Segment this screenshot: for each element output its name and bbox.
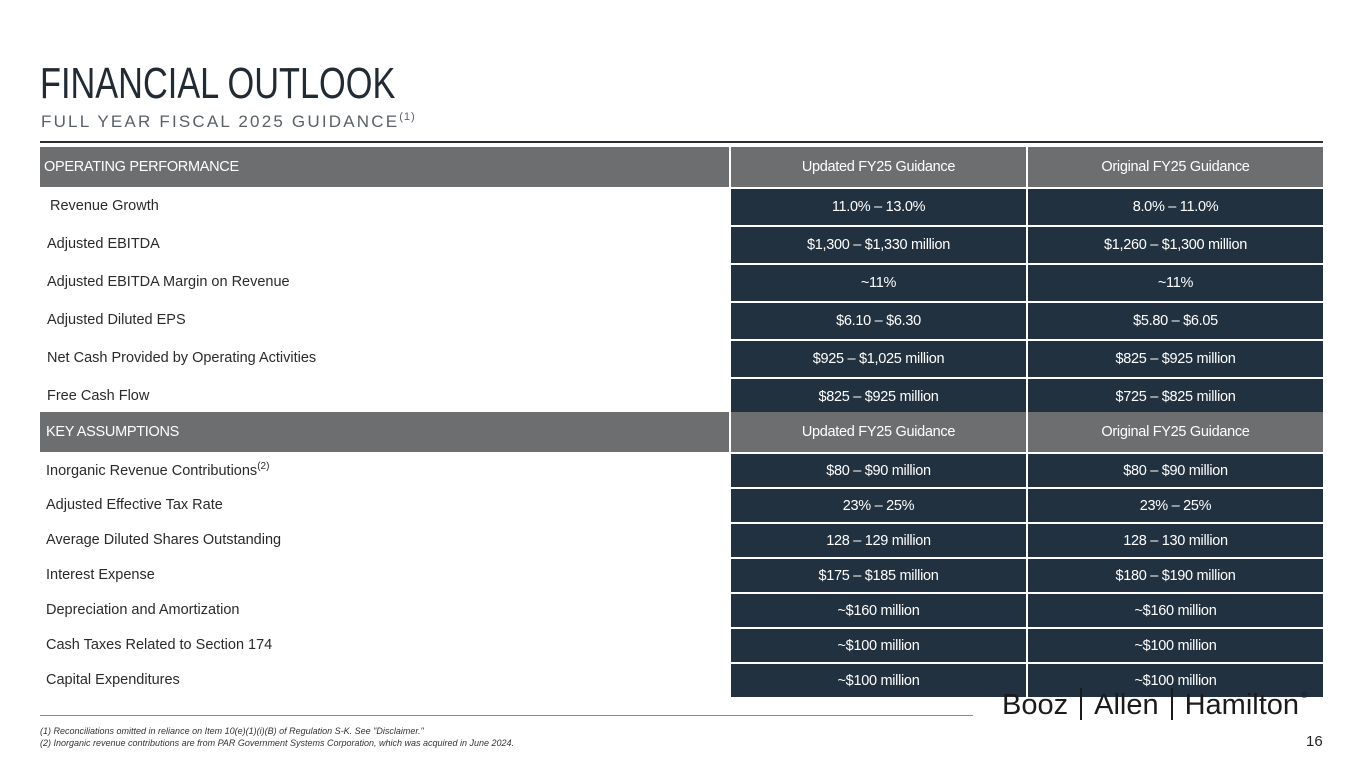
row-label: Interest Expense [46,566,155,583]
original-value: ~11% [1026,263,1323,301]
row-label: Cash Taxes Related to Section 174 [46,636,273,653]
table-row [40,377,1323,415]
logo-divider [1171,688,1173,720]
table-header-row [40,147,1323,187]
footnote-1: (1) Reconciliations omitted in reliance on Item 10(e)(1)(i)(B) of Regulation S-K. See "Disclaimer." [40,726,424,736]
original-value: $5.80 – $6.05 [1026,301,1323,339]
logo-word-hamilton: Hamilton [1184,689,1300,721]
table-row [40,301,1323,339]
original-value: ~$100 million [1026,662,1323,697]
table-row [40,225,1323,263]
booz-allen-hamilton-logo [1002,688,1308,722]
original-value: 8.0% – 11.0% [1026,187,1323,225]
header-cell-section: KEY ASSUMPTIONS [40,412,729,452]
table-row [40,627,1323,662]
table-row [40,592,1323,627]
header-cell-section: OPERATING PERFORMANCE [40,147,729,187]
updated-value: $925 – $1,025 million [729,339,1026,377]
row-label: Net Cash Provided by Operating Activities [47,350,317,366]
original-value: $1,260 – $1,300 million [1026,225,1323,263]
footnote-divider [40,715,973,716]
footnotes [40,725,514,749]
row-label-text: Inorganic Revenue Contributions [46,462,258,479]
row-label [40,452,729,487]
updated-value: 128 – 129 million [729,522,1026,557]
updated-value: $6.10 – $6.30 [729,301,1026,339]
original-value: ~$160 million [1026,592,1323,627]
updated-value: 23% – 25% [729,487,1026,522]
table-row [40,187,1323,225]
row-label: Adjusted Effective Tax Rate [46,496,223,513]
row-label: Revenue Growth [50,198,159,214]
updated-value: $80 – $90 million [729,452,1026,487]
row-label: Average Diluted Shares Outstanding [46,531,282,548]
original-value: 128 – 130 million [1026,522,1323,557]
row-footnote-ref: (2) [257,460,270,472]
registered-mark: ® [1301,690,1308,700]
table-header-row [40,412,1323,452]
original-value: $825 – $925 million [1026,339,1323,377]
subtitle-footnote-ref: (1) [399,111,416,123]
header-cell-original: Original FY25 Guidance [1026,147,1323,187]
table-row [40,452,1323,487]
row-label: Adjusted EBITDA [47,236,160,252]
row-label: Free Cash Flow [47,388,150,404]
subtitle-text: FULL YEAR FISCAL 2025 GUIDANCE [41,112,400,131]
updated-value: ~$100 million [729,662,1026,697]
title-divider [40,141,1323,143]
updated-value: ~11% [729,263,1026,301]
row-label: Capital Expenditures [46,671,180,688]
updated-value: $825 – $925 million [729,377,1026,415]
row-label: Adjusted EBITDA Margin on Revenue [47,274,290,290]
updated-value: $175 – $185 million [729,557,1026,592]
table-row [40,339,1323,377]
key-assumptions-table [40,412,1323,697]
table-row [40,487,1323,522]
header-cell-original: Original FY25 Guidance [1026,412,1323,452]
row-label: Adjusted Diluted EPS [47,312,186,328]
header-cell-updated: Updated FY25 Guidance [729,412,1026,452]
logo-word-booz: Booz [1002,689,1069,721]
original-value: $725 – $825 million [1026,377,1323,415]
page-subtitle [41,111,416,132]
updated-value: ~$160 million [729,592,1026,627]
original-value: $180 – $190 million [1026,557,1323,592]
table-row [40,557,1323,592]
page-title: FINANCIAL OUTLOOK [40,59,396,108]
footnote-2: (2) Inorganic revenue contributions are from PAR Government Systems Corporation, which was acquired in June 2024. [40,738,515,748]
table-row [40,522,1323,557]
row-label: Depreciation and Amortization [46,601,240,618]
table-row [40,263,1323,301]
logo-word-allen: Allen [1094,689,1159,721]
updated-value: $1,300 – $1,330 million [729,225,1026,263]
updated-value: ~$100 million [729,627,1026,662]
page-number: 16 [1306,733,1323,750]
header-cell-updated: Updated FY25 Guidance [729,147,1026,187]
original-value: 23% – 25% [1026,487,1323,522]
updated-value: 11.0% – 13.0% [729,187,1026,225]
original-value: $80 – $90 million [1026,452,1323,487]
logo-divider [1080,688,1082,720]
original-value: ~$100 million [1026,627,1323,662]
operating-performance-table [40,147,1323,415]
